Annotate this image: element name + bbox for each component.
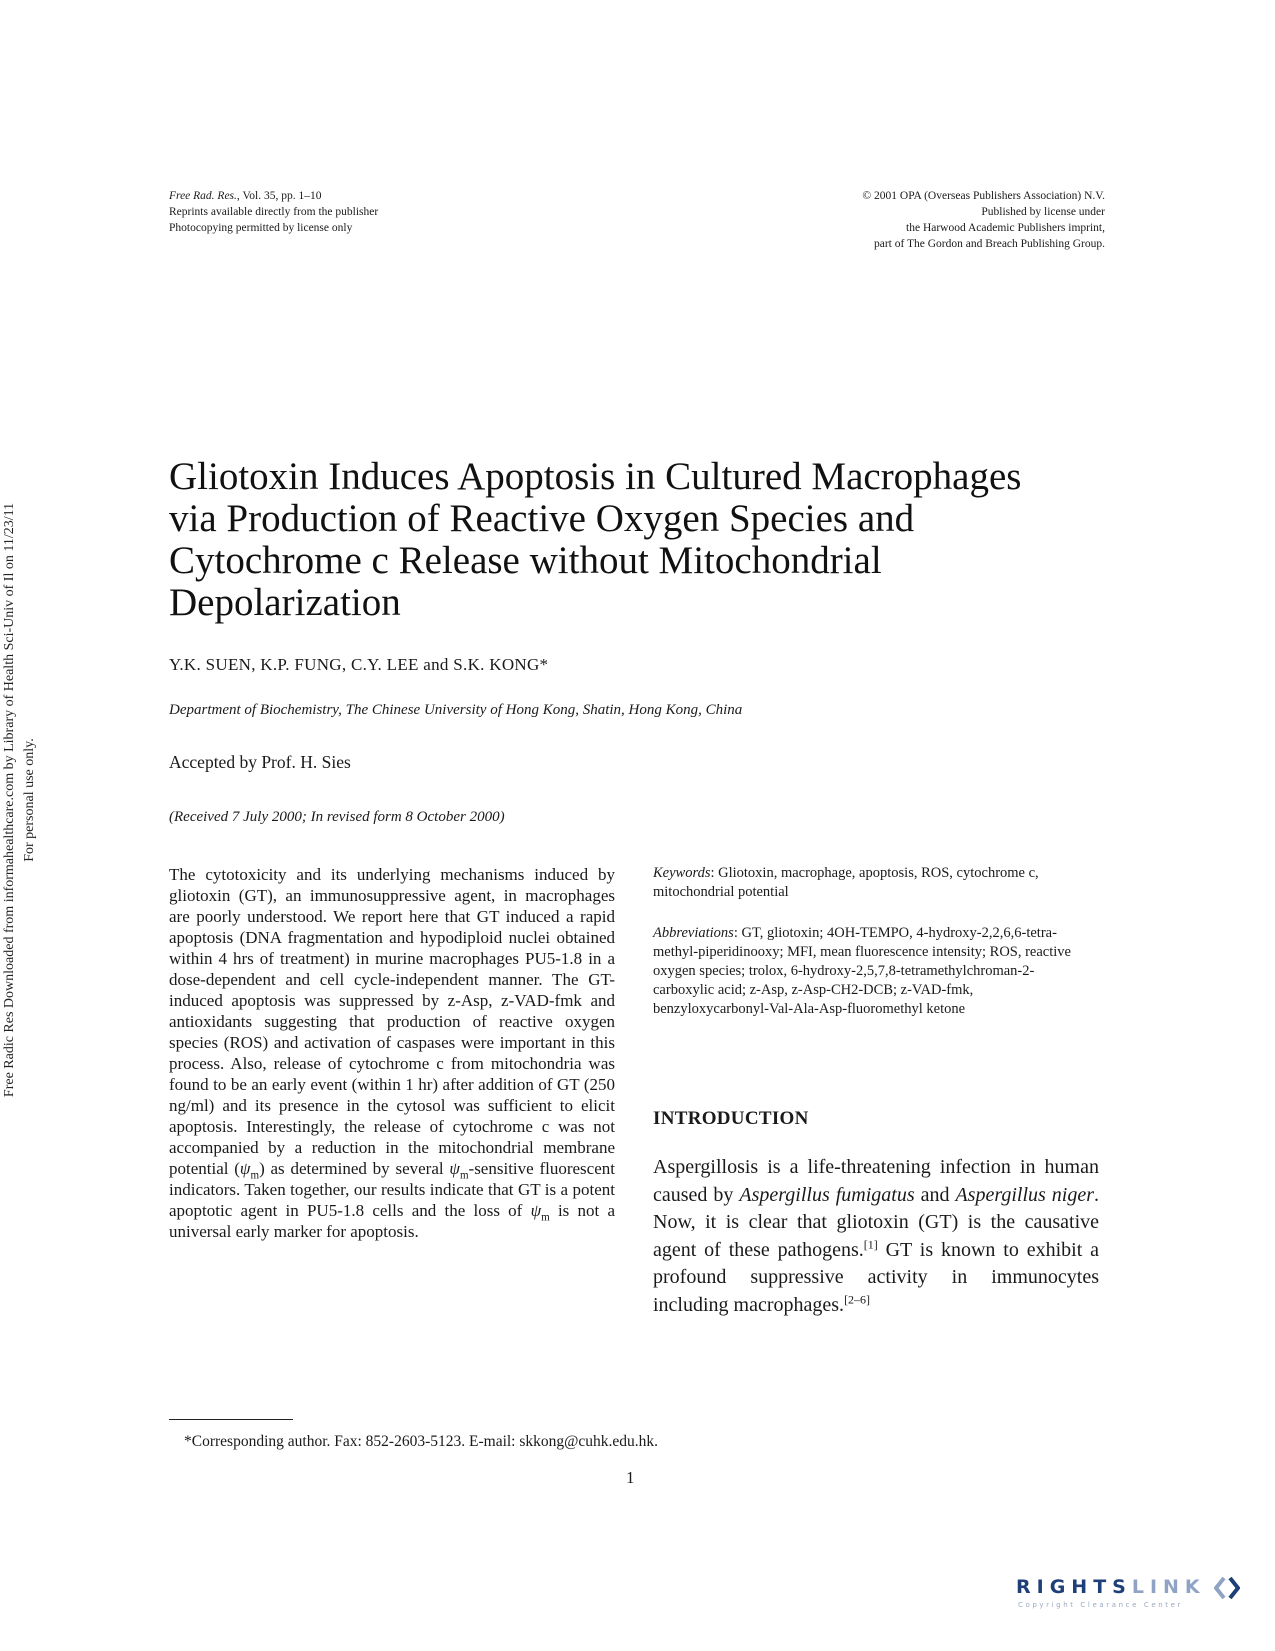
copyright-block (862, 188, 1105, 252)
watermark-line-1: Free Radic Res Downloaded from informahealthcare.com by Library of Health Sci-Univ of Il on 11/23/11 (2, 502, 17, 1098)
abstract-text: The cytotoxicity and its underlying mechanisms induced by gliotoxin (GT), an immunosuppressive agent, in macrophages are poorly understood. We report here that GT induced a rapid apoptosis (DNA fragmentation and hypodiploid nuclei obtained within 4 hrs of treatment) in murine macrophages PU5-1.8 in a dose-dependent and cell cycle-independent manner. The GT-induced apoptosis was suppressed by z-Asp, z-VAD-fmk and antioxidants suggesting that production of reactive oxygen species (ROS) and activation of caspases were important in this process. Also, release of cytochrome c from mitochondria was found to be an early event (within 1 hr) after addition of GT (250 ng/ml) and its presence in the cytosol was sufficient to elicit apoptosis. Interestingly, the release of cytochrome c was not accompanied by a reduction in the mitochondrial membrane potential ( (169, 865, 615, 1178)
abbreviations-label: Abbreviations (653, 925, 734, 941)
title-line: Gliotoxin Induces Apoptosis in Cultured Macrophages (169, 455, 1022, 498)
logo-word-dark: RIGHTS (1016, 1576, 1132, 1598)
corresponding-author-footnote: *Corresponding author. Fax: 852-2603-5123. E-mail: skkong@cuhk.edu.hk. (184, 1433, 659, 1450)
title-line: via Production of Reactive Oxygen Species and (169, 497, 915, 540)
affiliation: Department of Biochemistry, The Chinese University of Hong Kong, Shatin, Hong Kong, China (169, 702, 743, 718)
rightslink-logo[interactable] (1016, 1576, 1242, 1614)
keywords-text: : Gliotoxin, macrophage, apoptosis, ROS, cytochrome c, mitochondrial potential (653, 865, 1039, 900)
page-number: 1 (626, 1468, 635, 1487)
footnote-rule (169, 1419, 293, 1420)
abstract-text: -sensitive fluorescent indicators. Taken together, our results indicate that GT is a potent apoptotic agent in PU5-1.8 cells and the loss of (169, 1159, 615, 1220)
species-name: Aspergillus niger (955, 1183, 1094, 1206)
copyright-line-3: the Harwood Academic Publishers imprint, (906, 222, 1105, 234)
intro-text: and (914, 1183, 956, 1206)
journal-citation (169, 188, 378, 236)
psi-symbol: ψ (530, 1201, 542, 1220)
introduction-heading: INTRODUCTION (653, 1108, 809, 1129)
rightslink-wordmark (1016, 1576, 1206, 1598)
journal-volume: , Vol. 35, pp. 1–10 (236, 190, 322, 202)
psi-symbol: ψ (239, 1159, 251, 1178)
abbreviations-text: : GT, gliotoxin; 4OH-TEMPO, 4-hydroxy-2,2,6,6-tetra-methyl-piperidinooxy; MFI, mean fluorescence intensity; ROS, reactive oxygen species; trolox, 6-hydroxy-2,5,7,8-tetramethylchroman-2-carboxylic acid; z-Asp, z-Asp-CH2-DCB; z-VAD-fmk, benzyloxycarbonyl-Val-Ala-Asp-fluoromethyl ketone (653, 925, 1071, 1017)
keywords-label: Keywords (653, 865, 711, 881)
rightslink-chevron-icon (1214, 1576, 1240, 1600)
abbreviations (653, 924, 1083, 1019)
citation-ref[interactable]: [2–6] (844, 1291, 871, 1306)
watermark-line-2: For personal use only. (22, 738, 37, 862)
download-watermark (0, 430, 48, 1170)
received-dates: (Received 7 July 2000; In revised form 8 October 2000) (169, 809, 505, 825)
copyright-line-2: Published by license under (981, 206, 1105, 218)
abstract-text: is not a universal early marker for apoptosis. (169, 1201, 616, 1241)
psi-symbol: ψ (449, 1159, 460, 1178)
psi-subscript: m (459, 1169, 469, 1182)
photocopy-note: Photocopying permitted by license only (169, 222, 353, 234)
abstract (169, 864, 615, 1242)
intro-text: . Now, it is clear that gliotoxin (GT) is the causative agent of these pathogens. (653, 1183, 1099, 1261)
psi-subscript: m (541, 1211, 550, 1224)
logo-word-light: LINK (1131, 1576, 1206, 1598)
logo-subtitle: Copyright Clearance Center (1018, 1601, 1184, 1609)
article-title (169, 456, 1129, 624)
author-list: Y.K. SUEN, K.P. FUNG, C.Y. LEE and S.K. KONG* (169, 655, 549, 674)
citation-ref[interactable]: [1] (863, 1236, 878, 1251)
keywords (653, 864, 1083, 902)
copyright-line-1: © 2001 OPA (Overseas Publishers Association) N.V. (862, 190, 1105, 202)
intro-text: Aspergillosis is a life-threatening infection in human caused by (653, 1156, 1099, 1206)
reprints-note: Reprints available directly from the publisher (169, 206, 379, 218)
title-line: Cytochrome c Release without Mitochondrial (169, 539, 882, 582)
copyright-line-4: part of The Gordon and Breach Publishing Group. (873, 238, 1105, 250)
accepted-by: Accepted by Prof. H. Sies (169, 752, 351, 772)
species-name: Aspergillus fumigatus (739, 1183, 915, 1206)
journal-name: Free Rad. Res. (169, 190, 237, 202)
abstract-text: ) as determined by several (259, 1159, 450, 1178)
psi-subscript: m (250, 1169, 260, 1182)
title-line: Depolarization (169, 581, 401, 624)
introduction-paragraph (653, 1154, 1099, 1319)
intro-text: GT is known to exhibit a profound suppressive activity in immunocytes including macrophages. (653, 1238, 1099, 1316)
